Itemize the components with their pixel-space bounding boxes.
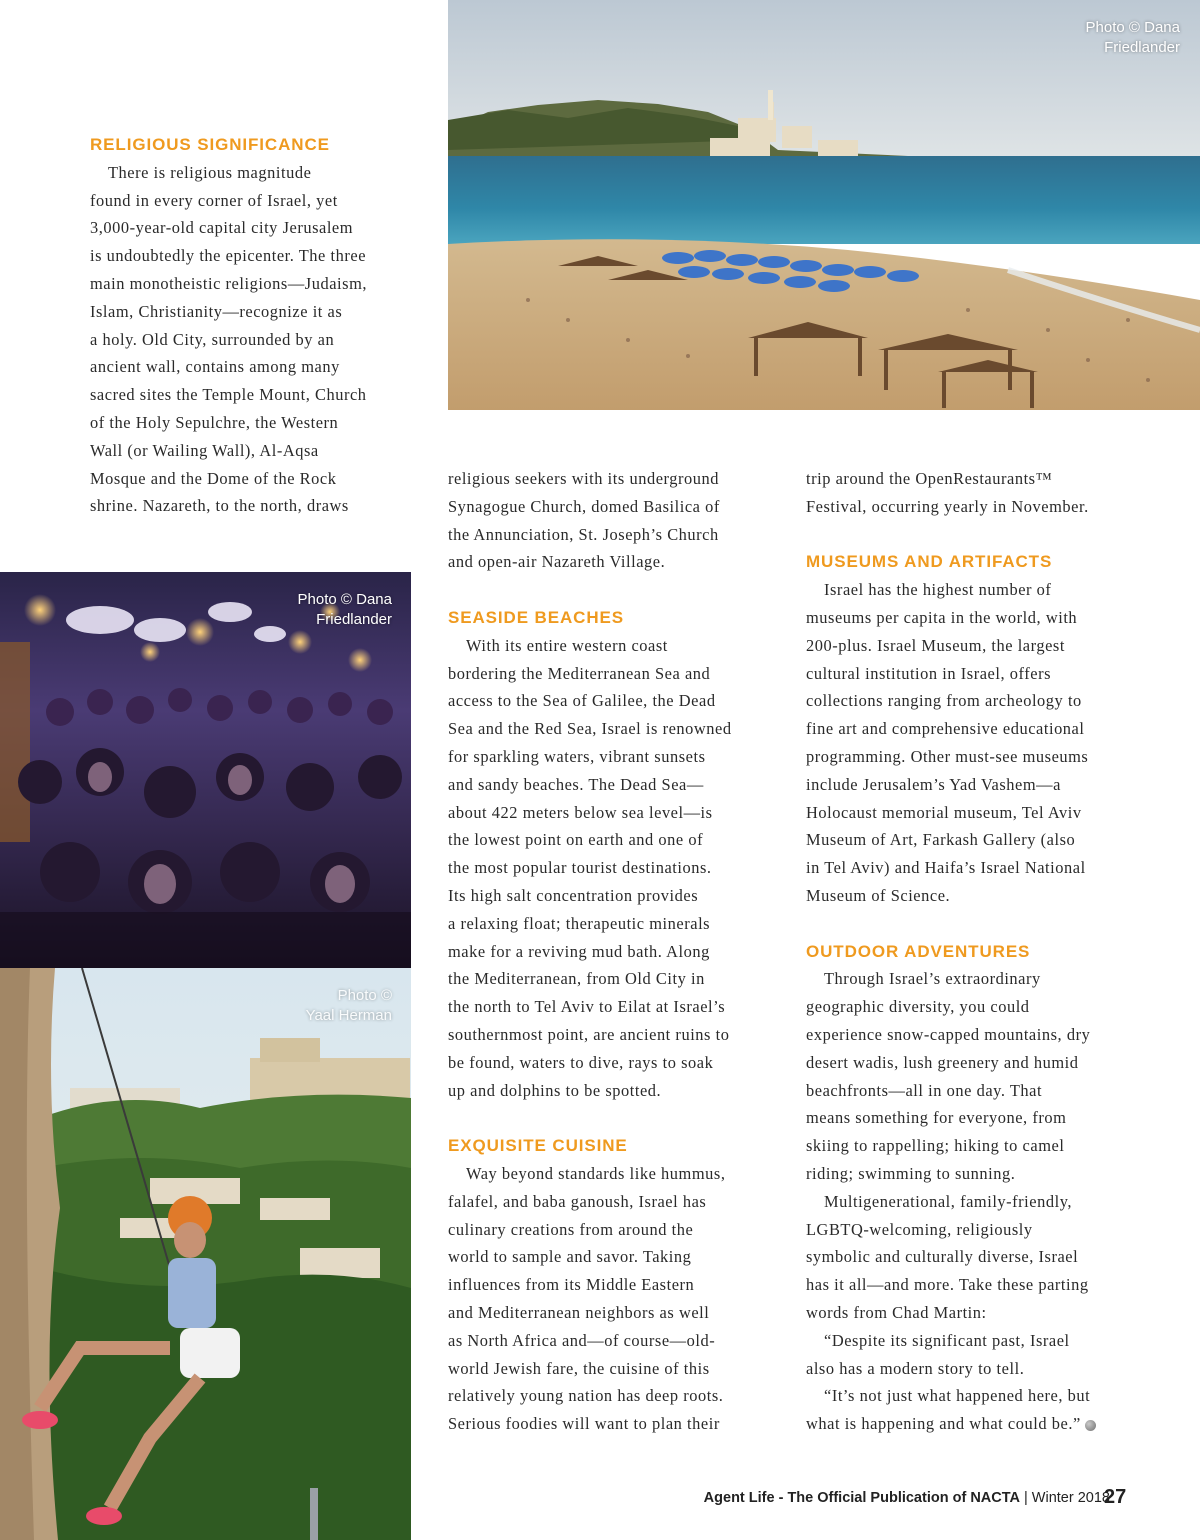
text-line: bordering the Mediterranean Sea and [448,663,711,683]
text-line: world to sample and savor. Taking [448,1247,692,1267]
text-line: Its high salt concentration provides [448,885,699,905]
text-line: falafel, and baba ganoush, Israel has [448,1191,707,1211]
religious-heading: RELIGIOUS SIGNIFICANCE [90,135,330,154]
text-line: a holy. Old City, surrounded by an [90,329,335,349]
text-line: words from Chad Martin: [806,1302,987,1322]
text-line: There is religious magnitude [108,162,312,182]
text-line: also has a modern story to tell. [806,1358,1025,1378]
text-line: beachfronts—all in one day. That [806,1080,1043,1100]
text-line: Festival, occurring yearly in November. [806,496,1089,516]
text-line: Sea and the Red Sea, Israel is renowned [448,719,732,739]
museums-heading: MUSEUMS AND ARTIFACTS [806,552,1053,572]
text-line: Mosque and the Dome of the Rock [90,468,337,488]
text-line: the lowest point on earth and one of [448,830,704,850]
beaches-heading: SEASIDE BEACHES [448,607,624,627]
cuisine-heading: EXQUISITE CUISINE [448,1136,628,1156]
text-line: the north to Tel Aviv to Eilat at Israel’s [448,997,726,1017]
text-line: culinary creations from around the [448,1219,694,1239]
text-line: 200-plus. Israel Museum, the largest [806,635,1065,655]
text-line: is undoubtedly the epicenter. The three [90,246,367,266]
text-line: for sparkling waters, vibrant sunsets [448,746,706,766]
climbing-photo-credit [230,986,392,1026]
text-line: Multigenerational, family-friendly, [824,1191,1073,1211]
text-line: shrine. Nazareth, to the north, draws [90,496,349,516]
text-line: fine art and comprehensive educational [806,719,1085,739]
text-line: “It’s not just what happened here, but [824,1386,1091,1406]
credit-line: Friedlander [316,611,392,628]
text-line: found in every corner of Israel, yet [90,190,338,210]
text-line: of the Holy Sepulchre, the Western [90,412,339,432]
text-line: Wall (or Wailing Wall), Al-Aqsa [90,440,319,460]
text-line: Serious foodies will want to plan their [448,1414,720,1434]
text-line: in Tel Aviv) and Haifa’s Israel National [806,858,1086,878]
text-line: sacred sites the Temple Mount, Church [90,385,367,405]
beach-photo-credit [1000,18,1180,58]
text-line: influences from its Middle Eastern [448,1275,695,1295]
text-line: 3,000-year-old capital city Jerusalem [90,218,354,238]
text-line: and open-air Nazareth Village. [448,552,666,572]
text-line: Synagogue Church, domed Basilica of [448,496,720,516]
column-1 [90,131,420,520]
text-line: Islam, Christianity—recognize it as [90,301,343,321]
text-line: desert wadis, lush greenery and humid [806,1052,1079,1072]
text-line: collections ranging from archeology to [806,691,1082,711]
text-line: riding; swimming to sunning. [806,1163,1016,1183]
text-line: Israel has the highest number of [824,580,1052,600]
text-line: world Jewish fare, the cuisine of this [448,1358,710,1378]
text-line: southernmost point, are ancient ruins to [448,1024,730,1044]
text-line: Way beyond standards like hummus, [466,1163,726,1183]
credit-line: Friedlander [1104,39,1180,56]
text-line: geographic diversity, you could [806,997,1030,1017]
nightlife-photo [0,572,411,968]
text-line: means something for everyone, from [806,1108,1067,1128]
text-line: museums per capita in the world, with [806,607,1078,627]
credit-line: Photo © [337,987,392,1004]
text-line: Museum of Art, Farkash Gallery (also [806,830,1076,850]
text-line: programming. Other must-see museums [806,746,1089,766]
end-mark-icon [1085,1420,1096,1431]
text-line: the Annunciation, St. Joseph’s Church [448,524,719,544]
text-line: Through Israel’s extraordinary [824,969,1041,989]
page-number: 27 [1104,1486,1127,1508]
climbing-photo [0,968,411,1540]
text-line: and sandy beaches. The Dead Sea— [448,774,704,794]
text-line: cultural institution in Israel, offers [806,663,1052,683]
text-line: Museum of Science. [806,885,951,905]
text-line: include Jerusalem’s Yad Vashem—a [806,774,1061,794]
text-line: about 422 meters below sea level—is [448,802,713,822]
text-line: the most popular tourist destinations. [448,858,712,878]
publication-name: Agent Life - The Official Publication of NACTA [703,1490,1020,1506]
text-line: Holocaust memorial museum, Tel Aviv [806,802,1082,822]
text-line: main monotheistic religions—Judaism, [90,273,368,293]
text-line: symbolic and culturally diverse, Israel [806,1247,1079,1267]
credit-line: Yaal Herman [305,1007,392,1024]
text-line: skiing to rappelling; hiking to camel [806,1136,1065,1156]
text-line: as North Africa and—of course—old- [448,1330,716,1350]
text-line: trip around the OpenRestaurants™ [806,469,1053,488]
text-line: make for a reviving mud bath. Along [448,941,710,961]
text-line: be found, waters to dive, rays to soak [448,1052,714,1072]
text-line: access to the Sea of Galilee, the Dead [448,691,716,711]
text-line: LGBTQ-welcoming, religiously [806,1219,1033,1239]
text-line: up and dolphins to be spotted. [448,1080,662,1100]
text-line: and Mediterranean neighbors as well [448,1302,710,1322]
page-footer [640,1490,1110,1506]
beach-photo [448,0,1200,410]
last-line [806,1410,1156,1438]
text-line: ancient wall, contains among many [90,357,340,377]
text-line: religious seekers with its underground [448,469,719,488]
credit-line: Photo © Dana [1085,19,1180,36]
credit-line: Photo © Dana [297,591,392,608]
column-3 [806,465,1156,1438]
text-line: what is happening and what could be.” [806,1414,1081,1434]
text-line: experience snow-capped mountains, dry [806,1024,1091,1044]
text-line: “Despite its significant past, Israel [824,1330,1070,1350]
text-line: the Mediterranean, from Old City in [448,969,705,989]
text-line: a relaxing float; therapeutic minerals [448,913,711,933]
text-line: has it all—and more. Take these parting [806,1275,1089,1295]
text-line: With its entire western coast [466,635,668,655]
issue-label: | Winter 2018 [1019,1490,1110,1506]
column-2 [448,465,788,1438]
nightlife-photo-credit [210,590,392,630]
text-line: relatively young nation has deep roots. [448,1386,724,1406]
outdoor-heading: OUTDOOR ADVENTURES [806,941,1031,961]
